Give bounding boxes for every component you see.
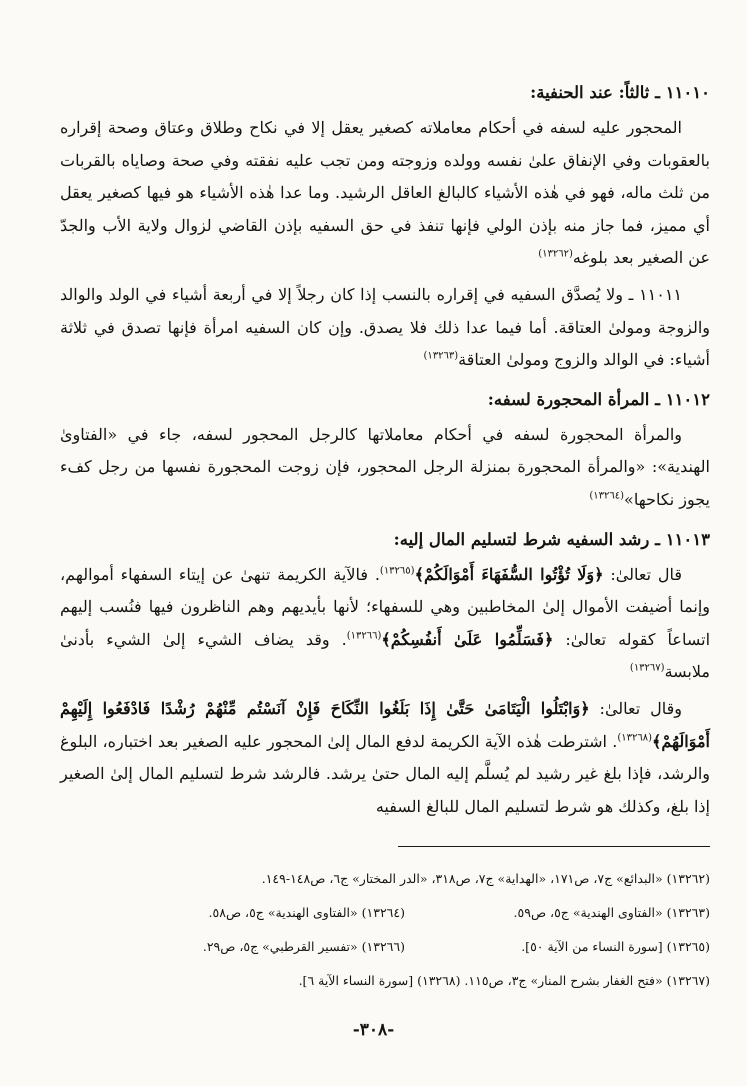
footnote-13266: (١٣٢٦٦) «تفسير القرطبي» ج٥، ص٢٩. xyxy=(202,939,405,954)
footnote-ref[interactable]: (١٣٢٦٧) xyxy=(629,662,665,674)
footnote-13265: (١٣٢٦٥) [سورة النساء من الآية ٥٠]. xyxy=(521,939,710,954)
footnote-row xyxy=(100,896,710,930)
footnote-divider xyxy=(398,846,710,847)
footnote-13267-13268: (١٣٢٦٧) «فتح الغفار بشرح المنار» ج٣، ص١١٥. (١٣٢٦٨) [سورة النساء الآية ٦]. xyxy=(298,973,710,988)
quran-verse: ﴿وَابْتَلُوا الْيَتَامَىٰ حَتَّىٰ إِذَا بَلَغُوا النِّكَاحَ فَإِنْ آنَسْتُم مِّنْهُمْ رُشْدًا فَادْفَعُوا إِلَيْهِمْ أَمْوَالَهُمْ﴾ xyxy=(60,698,710,751)
footnote-13264: (١٣٢٦٤) «الفتاوى الهندية» ج٥، ص٥٨. xyxy=(208,905,405,920)
quran-verse: ﴿وَلَا تُؤْتُوا السُّفَهَاءَ أَمْوَالَكُمْ﴾ xyxy=(414,564,604,584)
page-body xyxy=(60,78,710,831)
footnotes xyxy=(100,862,710,998)
footnote-ref[interactable]: (١٣٢٦٢) xyxy=(538,249,573,261)
footnote-ref[interactable]: (١٣٢٦٤) xyxy=(589,490,625,502)
paragraph-verse-2: وقال تعالىٰ: ﴿وَابْتَلُوا الْيَتَامَىٰ حَتَّىٰ إِذَا بَلَغُوا النِّكَاحَ فَإِنْ آنَسْتُم مِّنْهُمْ رُشْدًا فَادْفَعُوا إِلَيْهِمْ أَمْوَالَهُمْ﴾$^{(١٣٢٦٨)}$. اشترطت هٰذه الآية الكريمة لدفع المال إلىٰ المحجور عليه الصغير بعد اختباره، البلوغ والرشد، فإذا بلغ غير رشيد لم يُسلَّم إليه المال حتىٰ يرشد. فالرشد شرط لتسليم المال إلىٰ الصغير إذا بلغ، وكذلك هو شرط لتسليم المال للبالغ السفيه xyxy=(60,698,710,816)
footnote-ref[interactable]: (١٣٢٦٣) xyxy=(423,350,459,362)
footnote-13263: (١٣٢٦٣) «الفتاوى الهندية» ج٥، ص٥٩. xyxy=(513,905,710,920)
section-heading-rushd: ١١٠١٣ ـ رشد السفيه شرط لتسليم المال إليه: xyxy=(393,529,710,549)
footnote-ref[interactable]: (١٣٢٦٦) xyxy=(346,630,382,642)
footnote-13262: (١٣٢٦٢) «البدائع» ج٧، ص١٧١، «الهداية» ج٧، ص٣١٨، «الدر المختار» ج٦، ص١٤٨-١٤٩. xyxy=(261,871,710,886)
paragraph-verse-1: قال تعالىٰ: ﴿وَلَا تُؤْتُوا السُّفَهَاءَ أَمْوَالَكُمْ﴾$^{(١٣٢٦٥)}$. فالآية الكريمة تنهىٰ عن إيتاء السفهاء أموالهم، وإنما أضيفت الأموال إلىٰ المخاطبين وهي للسفهاء؛ لأنها بأيديهم وهم الناظرون فيها فنُسب إليهم اتساعاً كقوله تعالىٰ: ﴿فَسَلِّمُوا عَلَىٰ أَنفُسِكُمْ﴾$^{(١٣٢٦٦)}$. وقد يضاف الشيء إلىٰ الشيء بأدنىٰ ملابسة$^{(١٣٢٦٧)}$ xyxy=(60,564,711,682)
quran-verse: ﴿فَسَلِّمُوا عَلَىٰ أَنفُسِكُمْ﴾ xyxy=(381,629,554,649)
footnote-row xyxy=(100,964,710,998)
page-number: -٣٠٨- xyxy=(352,1020,395,1040)
footnote-row xyxy=(100,862,710,896)
paragraph-woman: والمرأة المحجورة لسفه في أحكام معاملاتها كالرجل المحجور لسفه، جاء في «الفتاوىٰ الهندية»: «والمرأة المحجورة بمنزلة الرجل المحجور، فإن زوجت المحجورة نفسها من رجل كفء يجوز نكاحها»$^{(١٣٢٦٤)}$ xyxy=(60,424,710,509)
footnote-row xyxy=(100,930,710,964)
section-heading-woman: ١١٠١٢ ـ المرأة المحجورة لسفه: xyxy=(487,389,710,409)
section-heading-hanafi: ١١٠١٠ ـ ثالثاً: عند الحنفية: xyxy=(530,83,710,102)
paragraph-hanafi: المحجور عليه لسفه في أحكام معاملاته كصغير يعقل إلا في نكاح وطلاق وعتاق وصحة إقراره بالعقوبات وفي الإنفاق علىٰ نفسه وولده وزوجته ومن تجب عليه نفقته وفي صحة وصاياه بالقربات من ثلث ماله، فهو في هٰذه الأشياء كالبالغ العاقل الرشيد. وما عدا هٰذه الأشياء هو فيها كصغير يعقل أي مميز، فما جاز منه بإذن الولي فإنها تنفذ في حق السفيه بإذن القاضي لزوال ولاية الأب والجدّ عن الصغير بعد بلوغه$^{(١٣٢٦٢)}$ xyxy=(60,118,711,268)
footnote-ref[interactable]: (١٣٢٦٥) xyxy=(379,565,415,577)
paragraph-nasab: ١١٠١١ ـ ولا يُصدَّق السفيه في إقراره بالنسب إذا كان رجلاً إلا في أربعة أشياء في الولد والوالد والزوجة ومولىٰ العتاقة. أما فيما عدا ذلك فلا يصدق. وإن كان السفيه امرأة فإنها تصدق في ثلاثة أشياء: في الوالد والزوج ومولىٰ العتاقة$^{(١٣٢٦٣)}$ xyxy=(60,284,710,370)
footnote-ref[interactable]: (١٣٢٦٨) xyxy=(617,732,652,744)
